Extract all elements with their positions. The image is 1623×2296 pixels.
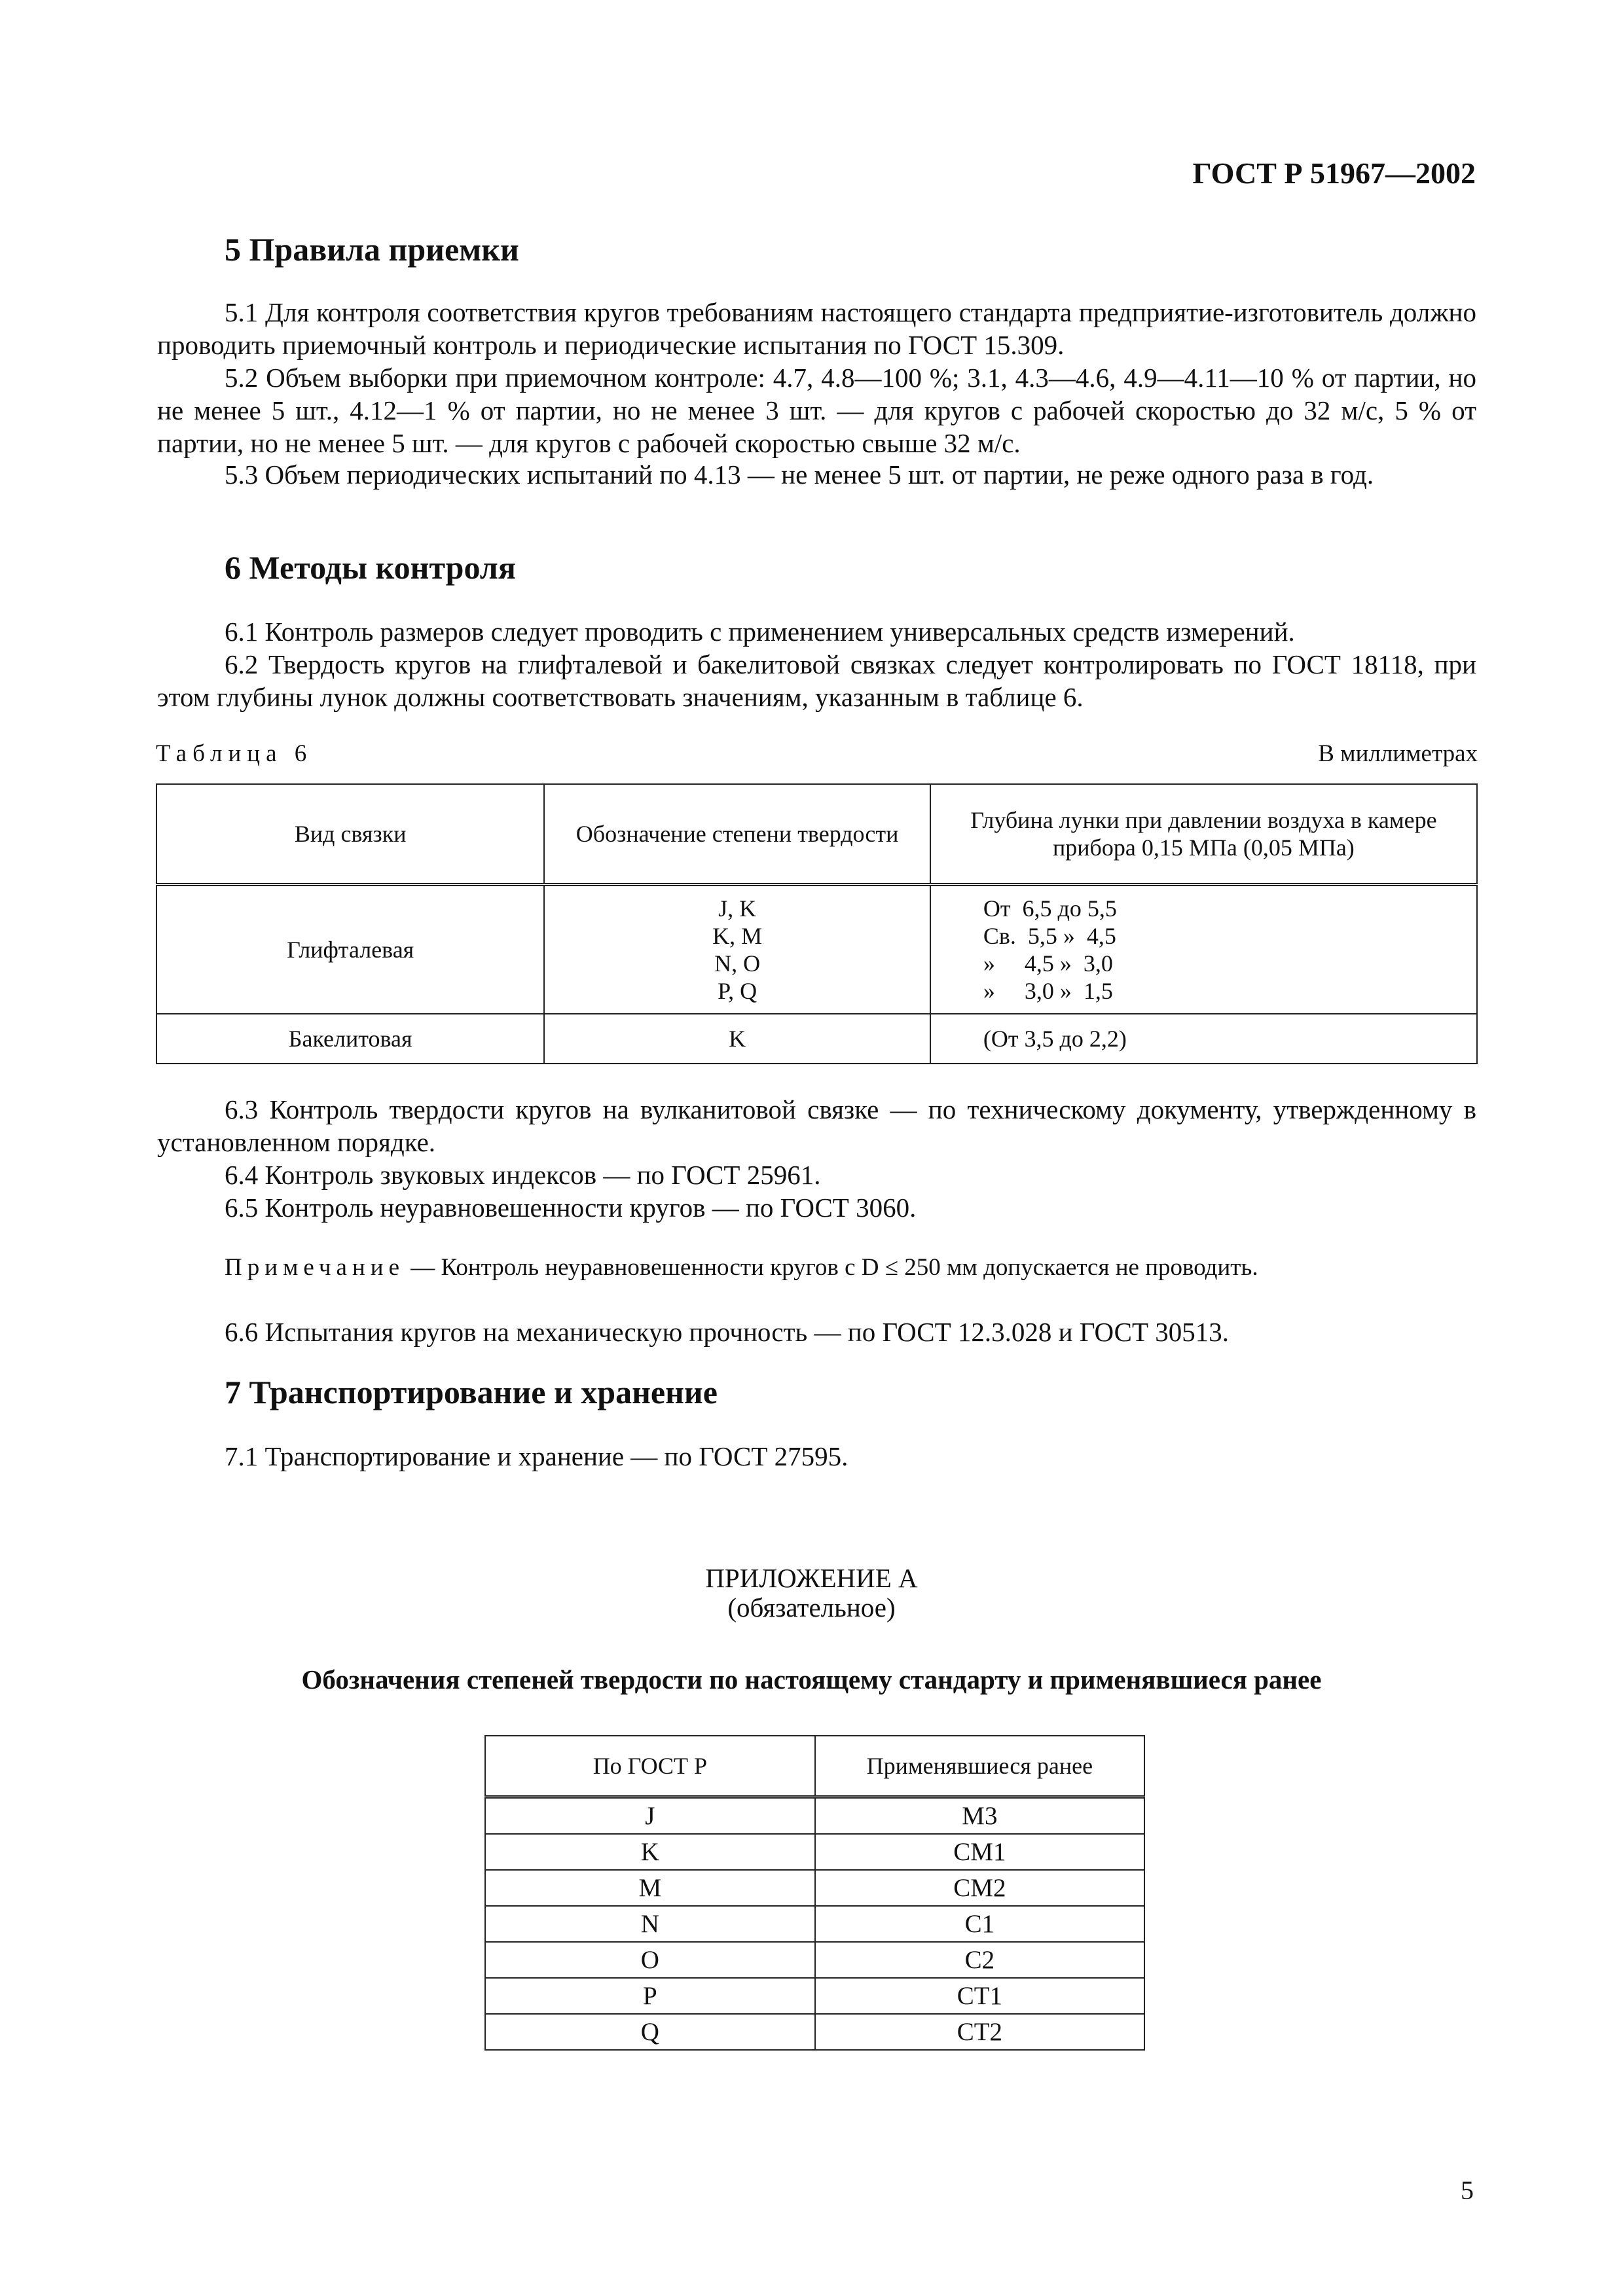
paragraph-6-6: 6.6 Испытания кругов на механическую прочность — по ГОСТ 12.3.028 и ГОСТ 30513. — [225, 1317, 1229, 1347]
table-row — [485, 1834, 1144, 1870]
paragraph-7-1: 7.1 Транспортирование и хранение — по ГОСТ 27595. — [225, 1441, 848, 1471]
bond-cell: Бакелитовая — [156, 1014, 544, 1064]
table-row — [156, 885, 1477, 1014]
document-code: ГОСТ Р 51967—2002 — [1192, 156, 1476, 190]
table-cell: СТ2 — [815, 2014, 1144, 2050]
table-row — [156, 1014, 1477, 1064]
appendix-title: Обозначения степеней твердости по настоящему стандарту и применявшиеся ранее — [301, 1664, 1322, 1695]
hardness-depth-table — [156, 783, 1478, 1064]
grade-cell — [544, 885, 930, 1014]
table-row — [485, 1978, 1144, 2014]
table-header-row — [485, 1736, 1144, 1797]
appendix-status: (обязательное) — [727, 1592, 896, 1623]
grade-value: P, Q — [718, 978, 757, 1004]
depth-value: Св. 5,5 » 4,5 — [983, 923, 1116, 949]
grade-value: N, O — [714, 950, 761, 977]
section-7-heading: 7 Транспортирование и хранение — [225, 1374, 718, 1410]
hardness-designation-table — [484, 1735, 1145, 2051]
depth-value: » 4,5 » 3,0 — [983, 950, 1113, 977]
page-number: 5 — [1461, 2176, 1474, 2205]
grade-value: J, K — [718, 895, 757, 922]
grade-cell: K — [544, 1014, 930, 1064]
section-6-heading: 6 Методы контроля — [225, 549, 516, 586]
table-cell: Q — [485, 2014, 815, 2050]
table-row — [485, 1870, 1144, 1906]
table-row — [485, 2014, 1144, 2050]
depth-cell — [930, 885, 1477, 1014]
depth-value: » 3,0 » 1,5 — [983, 978, 1113, 1004]
table-cell: M — [485, 1870, 815, 1906]
paragraph-5-3: 5.3 Объем периодических испытаний по 4.13 — не менее 5 шт. от партии, не реже одного раза в год. — [225, 459, 1374, 490]
table-cell: O — [485, 1942, 815, 1978]
table-row — [485, 1906, 1144, 1942]
depth-value: От 6,5 до 5,5 — [983, 895, 1117, 922]
paragraph-6-1: 6.1 Контроль размеров следует проводить с применением универсальных средств измерений. — [225, 617, 1295, 647]
column-header-hardness-grade: Обозначение степени твердости — [544, 784, 930, 885]
paragraph-6-4: 6.4 Контроль звуковых индексов — по ГОСТ 25961. — [225, 1160, 821, 1190]
table-cell: СМ2 — [815, 1870, 1144, 1906]
section-5-heading: 5 Правила приемки — [225, 231, 519, 268]
note — [225, 1253, 1258, 1282]
paragraph-6-3: 6.3 Контроль твердости кругов на вулканитовой связке — по техническому документу, утвержденному в установленном порядке. — [157, 1094, 1476, 1157]
table-cell: СТ1 — [815, 1978, 1144, 2014]
table-cell: J — [485, 1797, 815, 1835]
table-6-caption: Таблица 6 — [156, 740, 313, 767]
note-text: — Контроль неуравновешенности кругов с D ≤ 250 мм допускается не проводить. — [410, 1254, 1258, 1281]
table-cell: K — [485, 1834, 815, 1870]
bond-cell: Глифталевая — [156, 885, 544, 1014]
depth-cell: (От 3,5 до 2,2) — [930, 1014, 1477, 1064]
table-cell: СМ1 — [815, 1834, 1144, 1870]
table-cell: С1 — [815, 1906, 1144, 1942]
column-header-hole-depth: Глубина лунки при давлении воздуха в камере прибора 0,15 МПа (0,05 МПа) — [930, 784, 1477, 885]
appendix-label: ПРИЛОЖЕНИЕ А — [705, 1563, 918, 1593]
table-header-row — [156, 784, 1477, 885]
table-row — [485, 1942, 1144, 1978]
column-header-previous: Применявшиеся ранее — [815, 1736, 1144, 1797]
table-row — [485, 1797, 1144, 1835]
column-header-bond: Вид связки — [156, 784, 544, 885]
column-header-gost-r: По ГОСТ Р — [485, 1736, 815, 1797]
note-label: Примечание — [225, 1254, 405, 1281]
table-cell: М3 — [815, 1797, 1144, 1835]
table-cell: С2 — [815, 1942, 1144, 1978]
table-cell: N — [485, 1906, 815, 1942]
table-6-units: В миллиметрах — [1318, 740, 1478, 767]
paragraph-5-2: 5.2 Объем выборки при приемочном контроле: 4.7, 4.8—100 %; 3.1, 4.3—4.6, 4.9—4.11—10 % от партии, но не менее 5 шт., 4.12—1 % от партии, но не менее 3 шт. — для кругов с рабочей скоростью до 32 м/с, 5 % от партии, но не менее 5 шт. — для кругов с рабочей скоростью свыше 32 м/с. — [157, 363, 1476, 458]
paragraph-5-1: 5.1 Для контроля соответствия кругов требованиям настоящего стандарта предприятие-изготовитель должно проводить приемочный контроль и периодические испытания по ГОСТ 15.309. — [157, 297, 1476, 360]
grade-value: K, M — [712, 923, 763, 949]
paragraph-6-5: 6.5 Контроль неуравновешенности кругов — по ГОСТ 3060. — [225, 1193, 917, 1223]
paragraph-6-2: 6.2 Твердость кругов на глифталевой и бакелитовой связках следует контролировать по ГОСТ 18118, при этом глубины лунок должны соответствовать значениям, указанным в таблице 6. — [157, 649, 1476, 712]
table-cell: P — [485, 1978, 815, 2014]
